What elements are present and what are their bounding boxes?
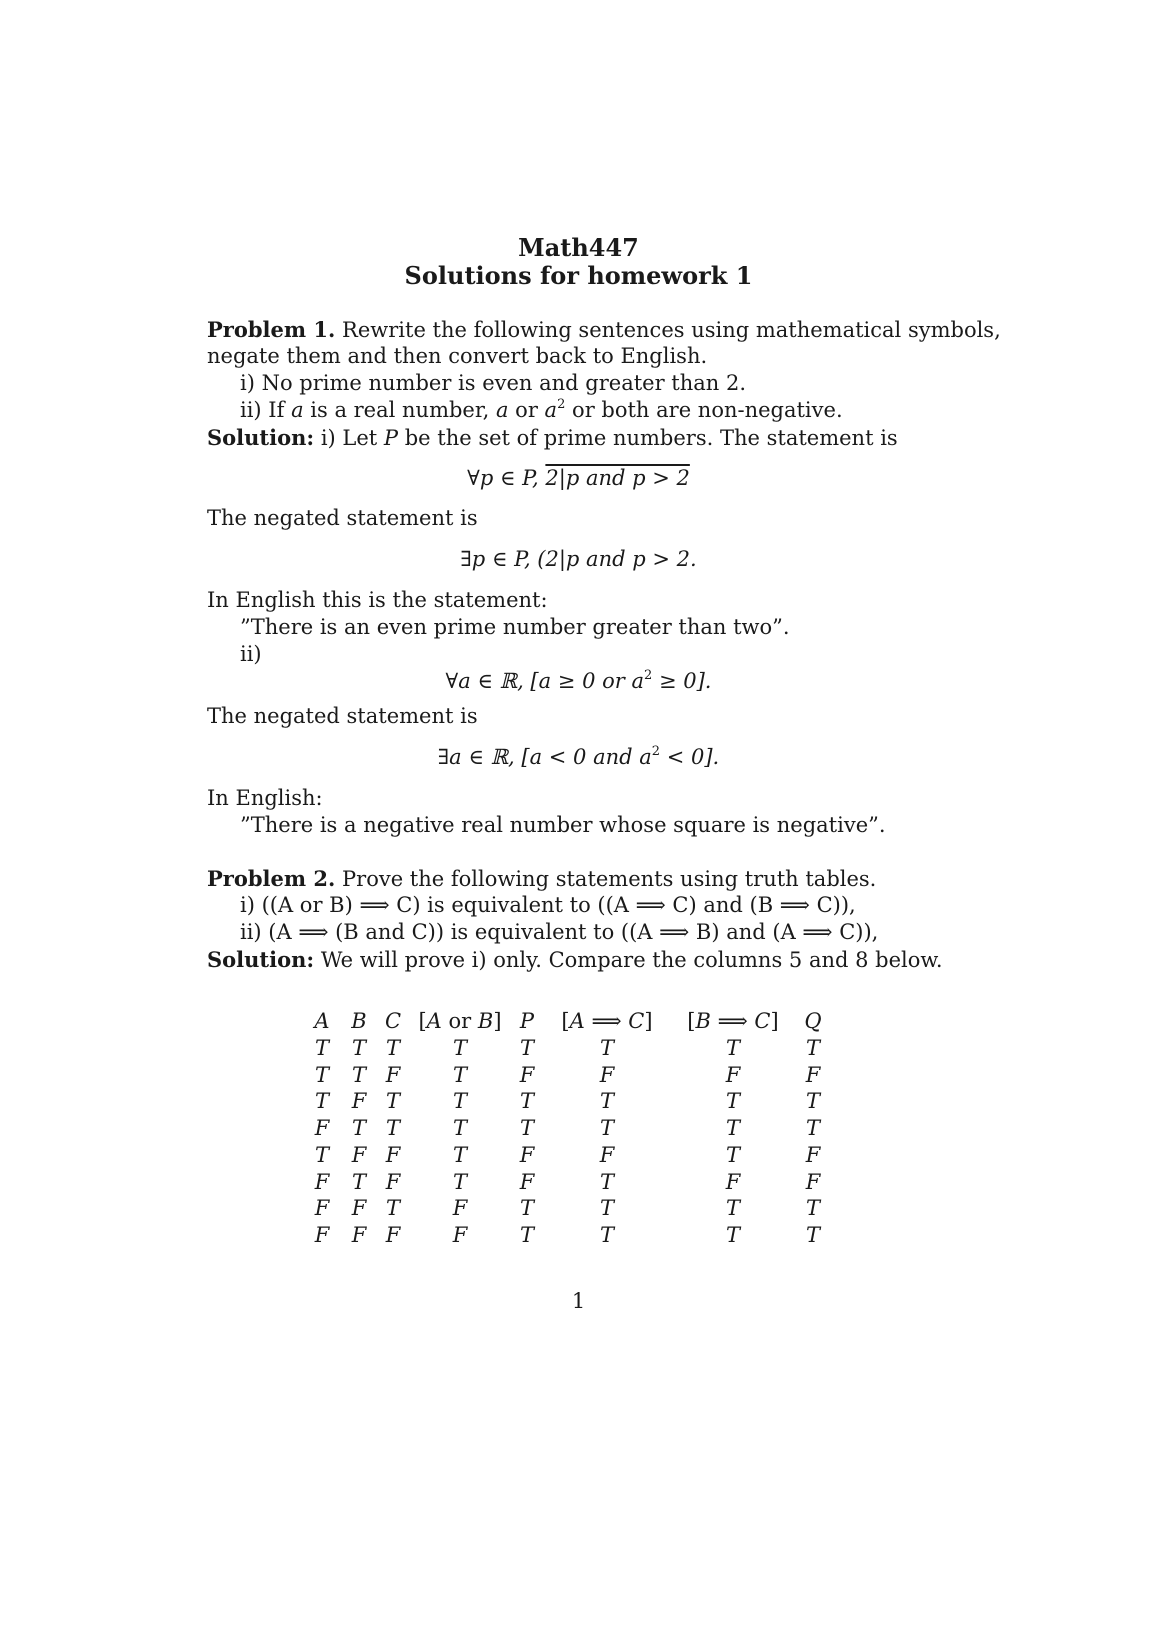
problem1-prompt-line1: Rewrite the following sentences using mathematical symbols, — [342, 318, 1001, 342]
english-statement-1: ”There is an even prime number greater than two”. — [240, 615, 790, 639]
formula-4-pre: ∃a ∈ ℝ, [a < 0 and a — [437, 745, 652, 769]
truth-table-cell-value: T — [805, 1222, 821, 1247]
formula-4-exponent: 2 — [651, 744, 661, 759]
problem2-prompt: Prove the following statements using truth tables. — [342, 867, 877, 891]
truth-table-cell-value: F — [725, 1169, 741, 1194]
truth-table-cell-value: T — [599, 1116, 615, 1141]
truth-table-cell-value: F — [351, 1142, 367, 1167]
formula-1-prefix: ∀p ∈ P, — [467, 466, 539, 490]
truth-table-header-text: [A or B] — [418, 1009, 502, 1033]
problem2-item-i: i) ((A or B) ⟹ C) is equivalent to ((A ⟹ C) and (B ⟹ C)), — [240, 893, 856, 917]
solution1-var-p: P — [383, 426, 399, 450]
truth-table-header-text: [A ⟹ C] — [561, 1009, 653, 1033]
truth-table-cell-value: T — [725, 1222, 741, 1247]
item-ii-var-a: a — [544, 398, 558, 422]
truth-table-cell-value: T — [599, 1089, 615, 1114]
truth-table-header-text: P — [519, 1009, 535, 1033]
english-statement-2: ”There is a negative real number whose square is negative”. — [240, 813, 886, 837]
truth-table-cell-value: F — [805, 1062, 821, 1087]
formula-4-post: < 0]. — [666, 745, 720, 769]
truth-table-cell-value: T — [452, 1062, 468, 1087]
formula-1 — [0, 465, 1157, 492]
item-ii-pre: ii) If — [240, 398, 285, 422]
truth-table-cell-value: F — [314, 1116, 330, 1141]
truth-table-cell-value: F — [351, 1089, 367, 1114]
truth-table-cell-value: T — [599, 1196, 615, 1221]
problem1-label: Problem 1. — [207, 317, 336, 342]
truth-table-header-text: Q — [804, 1009, 822, 1033]
solution2-text: We will prove i) only. Compare the columns 5 and 8 below. — [320, 948, 943, 972]
truth-table-cell-value: T — [725, 1089, 741, 1114]
truth-table-cell-value: T — [351, 1062, 367, 1087]
english-intro-2: In English: — [207, 786, 323, 810]
problem1-item-ii — [240, 397, 843, 424]
truth-table-cell-value: T — [805, 1116, 821, 1141]
truth-table-cell-value: T — [519, 1116, 535, 1141]
item-ii-var-a: a — [495, 398, 509, 422]
formula-1-overlined: 2|p and p > 2 — [545, 466, 690, 490]
truth-table-cell-value: F — [351, 1196, 367, 1221]
truth-table-cell-value: T — [452, 1142, 468, 1167]
item-ii-exponent: 2 — [557, 397, 566, 412]
truth-table-header-text: A — [314, 1009, 330, 1033]
truth-table-cell-value: T — [805, 1036, 821, 1060]
truth-table-cell-value: T — [805, 1089, 821, 1114]
truth-table-cell-value: F — [805, 1169, 821, 1194]
truth-table-cell-value: F — [805, 1142, 821, 1167]
truth-table-cell-value: T — [452, 1036, 468, 1060]
truth-table-cell-value: T — [385, 1036, 401, 1060]
problem2-label: Problem 2. — [207, 866, 336, 891]
truth-table-cell-value: T — [351, 1169, 367, 1194]
truth-table-cell-value: F — [385, 1222, 401, 1247]
truth-table-header-text: C — [384, 1009, 402, 1033]
truth-table-cell-value: F — [599, 1062, 615, 1087]
truth-table-cell-value: F — [351, 1222, 367, 1247]
truth-table-cell-value: T — [599, 1036, 615, 1060]
truth-table-cell-value: F — [314, 1222, 330, 1247]
truth-table-cell-value: T — [519, 1089, 535, 1114]
truth-table-cell-value: T — [725, 1116, 741, 1141]
negated-label-2: The negated statement is — [207, 704, 478, 728]
truth-table-cell-value: T — [725, 1196, 741, 1221]
truth-table-cell-value: T — [725, 1142, 741, 1167]
truth-table-cell-value: F — [519, 1062, 535, 1087]
truth-table-cell-value: F — [385, 1062, 401, 1087]
truth-table-cell-value: T — [519, 1222, 535, 1247]
truth-table-cell-value: T — [314, 1062, 330, 1087]
problem1-line1 — [207, 316, 1001, 344]
truth-table-cell-value: T — [314, 1142, 330, 1167]
formula-2-text: ∃p ∈ P, (2|p and p > 2. — [460, 547, 697, 571]
solution2-label: Solution: — [207, 947, 315, 972]
solution1-text-pre: i) Let — [320, 426, 378, 450]
formula-3-exponent: 2 — [644, 668, 653, 683]
truth-table-cell-value: T — [452, 1089, 468, 1114]
truth-table-cell-value: F — [452, 1222, 468, 1247]
truth-table-header-text: [B ⟹ C] — [687, 1009, 779, 1033]
truth-table-cell-value: F — [452, 1196, 468, 1221]
truth-table-cell-value: T — [351, 1116, 367, 1141]
problem2-line1 — [207, 865, 876, 893]
negated-label-1: The negated statement is — [207, 506, 478, 530]
item-ii-post: or both are non-negative. — [572, 398, 843, 422]
truth-table-cell-value: T — [351, 1036, 367, 1060]
solution2-line — [207, 946, 943, 974]
truth-table-cell-value: T — [452, 1169, 468, 1194]
english-intro-1: In English this is the statement: — [207, 588, 548, 612]
truth-table-cell-value: T — [385, 1196, 401, 1221]
item-ii-or: or — [515, 398, 538, 422]
truth-table-cell-value: F — [599, 1142, 615, 1167]
problem1-prompt-line2: negate them and then convert back to English. — [207, 344, 708, 368]
truth-table-cell-value: T — [805, 1196, 821, 1221]
truth-table-cell-value: T — [599, 1169, 615, 1194]
title-homework: Solutions for homework 1 — [404, 261, 753, 290]
truth-table-cell-value: F — [519, 1142, 535, 1167]
truth-table-header-text: B — [351, 1009, 367, 1033]
truth-table-cell-value: F — [385, 1169, 401, 1194]
truth-table-cell-value: F — [725, 1062, 741, 1087]
solution1-label: Solution: — [207, 425, 315, 450]
formula-3-pre: ∀a ∈ ℝ, [a ≥ 0 or a — [445, 669, 644, 693]
page-number: 1 — [571, 1289, 586, 1313]
truth-table-cell-value: F — [314, 1196, 330, 1221]
formula-3 — [0, 668, 1157, 695]
problem1-item-i: i) No prime number is even and greater than 2. — [240, 371, 747, 395]
formula-3-post: ≥ 0]. — [658, 669, 712, 693]
truth-table-cell-value: F — [519, 1169, 535, 1194]
solution1-text-post: be the set of prime numbers. The statement is — [404, 426, 898, 450]
formula-2 — [0, 546, 1157, 573]
truth-table-cell-value: T — [452, 1116, 468, 1141]
item-ii-var-a: a — [291, 398, 304, 422]
truth-table-cell-value: T — [519, 1196, 535, 1221]
truth-table-cell-value: T — [519, 1036, 535, 1060]
formula-4 — [0, 744, 1157, 771]
problem2-item-ii: ii) (A ⟹ (B and C)) is equivalent to ((A ⟹ B) and (A ⟹ C)), — [240, 920, 879, 944]
truth-table-cell-value: T — [385, 1116, 401, 1141]
solution1-ii-label: ii) — [240, 642, 262, 666]
truth-table-cell-value: F — [385, 1142, 401, 1167]
solution1-line — [207, 424, 898, 452]
truth-table-cell-value: T — [599, 1222, 615, 1247]
truth-table-cell-value: T — [314, 1036, 330, 1060]
truth-table-cell-value: T — [385, 1089, 401, 1114]
truth-table-cell-value: T — [725, 1036, 741, 1060]
truth-table-cell-value: F — [314, 1169, 330, 1194]
item-ii-mid: is a real number, — [310, 398, 490, 422]
title-course: Math447 — [518, 233, 639, 262]
truth-table-cell-value: T — [314, 1089, 330, 1114]
